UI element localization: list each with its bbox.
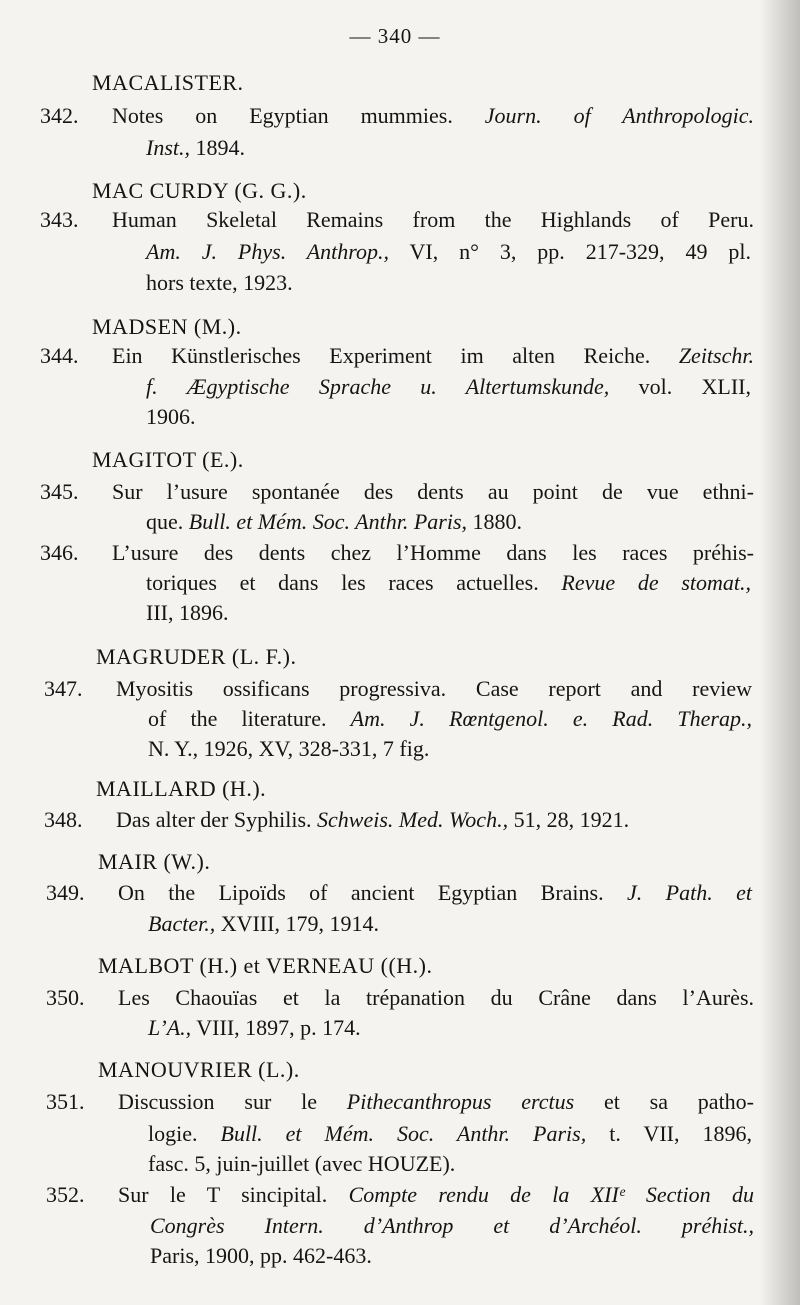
entry-text-line <box>148 1153 455 1175</box>
text-segment: Sur le T sincipital. <box>118 1182 349 1207</box>
text-segment: VI, n° 3, pp. 217-329, 49 pl. <box>389 239 751 264</box>
text-segment: hors texte, 1923. <box>146 270 293 295</box>
entry-author: MALBOT (H.) et VERNEAU ((H.). <box>98 953 433 978</box>
text-segment: t. VII, 1896, <box>586 1121 752 1146</box>
entry-number: 348. <box>44 807 83 832</box>
entry-number: 342. <box>40 103 79 128</box>
entry-number: 344. <box>40 343 79 368</box>
entry-number: 346. <box>40 540 79 565</box>
italic-segment: Congrès Intern. d’Anthrop et d’Archéol. préhist., <box>150 1213 754 1238</box>
text-segment: 1880. <box>467 509 522 534</box>
entry-text-line <box>150 1245 372 1267</box>
text-segment: Discussion sur le <box>118 1089 347 1114</box>
entry-author: MAC CURDY (G. G.). <box>92 178 307 203</box>
italic-segment: J. Path. et <box>627 880 752 905</box>
entry-number: 349. <box>46 880 85 905</box>
entry-text-line <box>146 602 228 624</box>
text-segment: logie. <box>148 1121 221 1146</box>
text-segment: et sa patho- <box>574 1089 755 1114</box>
text-segment: 1894. <box>190 135 245 160</box>
entry-text-line <box>118 1091 754 1113</box>
text-segment: VIII, 1897, p. 174. <box>191 1015 361 1040</box>
text-segment: III, 1896. <box>146 600 229 625</box>
italic-segment: L’A., <box>148 1015 192 1040</box>
entry-text-line <box>118 987 754 1009</box>
text-segment: On the Lipoïds of ancient Egyptian Brains. <box>118 880 627 905</box>
entry-number: 347. <box>44 676 83 701</box>
text-segment: XVIII, 179, 1914. <box>215 911 379 936</box>
text-segment: Human Skeletal Remains from the Highlands of Peru. <box>112 207 754 232</box>
italic-segment: Am. J. Rœntgenol. e. Rad. Therap., <box>350 706 752 731</box>
page-number: — 340 — <box>349 24 441 48</box>
italic-segment: Schweis. Med. Woch., <box>317 807 509 832</box>
text-segment: fasc. 5, juin-juillet (avec HOUZE). <box>148 1151 456 1176</box>
entry-text-line <box>112 345 754 367</box>
entry-text-line <box>112 105 754 127</box>
text-segment: Myositis ossificans progressiva. Case report and review <box>116 676 752 701</box>
entry-author: MANOUVRIER (L.). <box>98 1057 300 1082</box>
text-segment: toriques et dans les races actuelles. <box>146 570 562 595</box>
text-segment: N. Y., 1926, XV, 328-331, 7 fig. <box>148 736 430 761</box>
entry-text-line <box>116 678 752 700</box>
entry-text-line <box>146 376 751 398</box>
entry-text-line <box>146 572 751 594</box>
entry-text-line <box>146 406 196 428</box>
italic-segment: Revue de stomat., <box>561 570 751 595</box>
italic-segment: Inst., <box>146 135 190 160</box>
text-segment: 1906. <box>146 404 196 429</box>
entry-text-line <box>146 272 293 294</box>
entry-number: 343. <box>40 207 79 232</box>
text-segment: que. <box>146 509 189 534</box>
entry-author: MADSEN (M.). <box>92 314 242 339</box>
text-segment: Ein Künstlerisches Experiment im alten Reiche. <box>112 343 679 368</box>
entry-text-line <box>116 809 629 831</box>
entry-text-line <box>112 542 754 564</box>
entry-text-line <box>118 882 752 904</box>
entry-text-line <box>148 708 752 730</box>
text-segment: Notes on Egyptian mummies. <box>112 103 485 128</box>
italic-segment: Bull. et Mém. Soc. Anthr. Paris, <box>188 509 467 534</box>
entry-text-line <box>118 1184 754 1206</box>
entry-number: 350. <box>46 985 85 1010</box>
text-segment: 51, 28, 1921. <box>508 807 630 832</box>
italic-segment: Pithecanthropus erctus <box>346 1089 575 1114</box>
entry-text-line <box>112 481 754 503</box>
italic-segment: Bacter., <box>148 911 216 936</box>
text-segment: Paris, 1900, pp. 462-463. <box>150 1243 372 1268</box>
entry-number: 352. <box>46 1182 85 1207</box>
entry-text-line <box>148 913 379 935</box>
text-segment: of the literature. <box>148 706 351 731</box>
entry-number: 351. <box>46 1089 85 1114</box>
entry-author: MAIR (W.). <box>98 849 211 874</box>
page-edge-shadow <box>760 0 800 1305</box>
text-segment: Les Chaouïas et la trépanation du Crâne dans l’Aurès. <box>118 985 754 1010</box>
entry-author: MACALISTER. <box>92 70 244 95</box>
entry-number: 345. <box>40 479 79 504</box>
italic-segment: Am. J. Phys. Anthrop., <box>146 239 390 264</box>
italic-segment: f. Ægyptische Sprache u. Altertumskunde, <box>146 374 610 399</box>
italic-segment: Zeitschr. <box>678 343 754 368</box>
text-segment: L’usure des dents chez l’Homme dans les races préhis- <box>112 540 754 565</box>
entry-text-line <box>112 209 754 231</box>
entry-author: MAGITOT (E.). <box>92 447 244 472</box>
entry-text-line <box>146 241 751 263</box>
entry-text-line <box>146 137 245 159</box>
italic-segment: Bull. et Mém. Soc. Anthr. Paris, <box>220 1121 587 1146</box>
entry-text-line <box>148 738 429 760</box>
text-segment: Sur l’usure spontanée des dents au point de vue ethni- <box>112 479 754 504</box>
entry-author: MAILLARD (H.). <box>96 776 267 801</box>
entry-author: MAGRUDER (L. F.). <box>96 644 297 669</box>
entry-text-line <box>148 1123 752 1145</box>
entry-text-line <box>150 1215 754 1237</box>
italic-segment: Journ. of Anthropologic. <box>484 103 755 128</box>
text-segment: Das alter der Syphilis. <box>116 807 318 832</box>
entry-text-line <box>146 511 522 533</box>
entry-text-line <box>148 1017 361 1039</box>
text-segment: vol. XLII, <box>609 374 751 399</box>
italic-segment: Compte rendu de la XIIᵉ Section du <box>348 1182 754 1207</box>
